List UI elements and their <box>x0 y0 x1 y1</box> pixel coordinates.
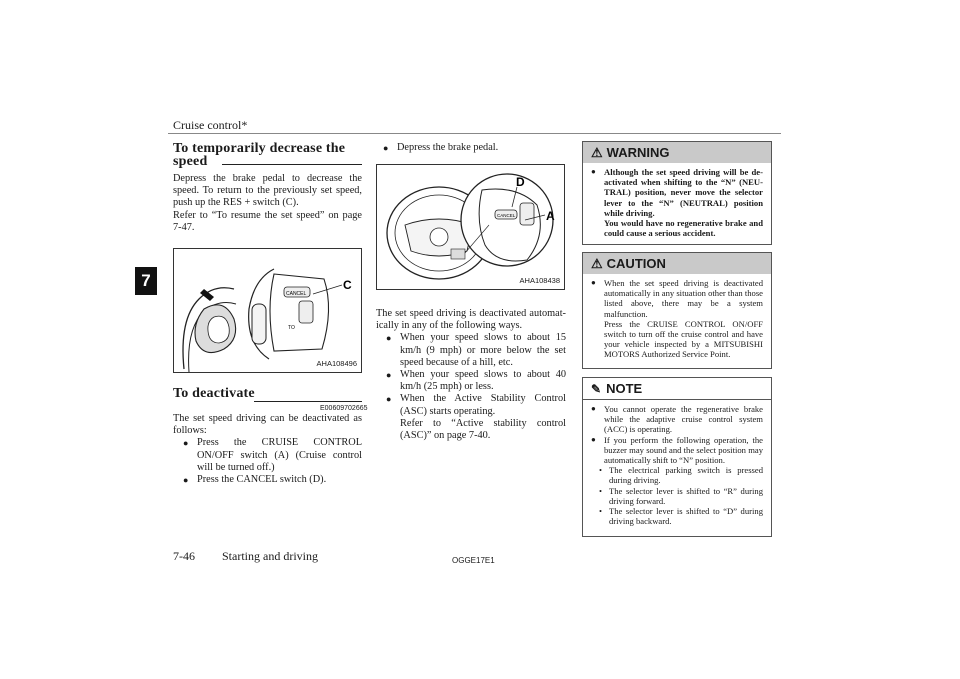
note-subitem: • The selector lever is shifted to “R” during driving forward. <box>591 486 763 506</box>
callout-c: C <box>343 278 352 292</box>
steering-switch-illustration <box>174 249 361 372</box>
figure-code: AHA108496 <box>316 359 357 368</box>
caution-item: ● When the set speed driving is deactivated automatically in any situation other than those listed above, there may be a system malfunction. <box>591 278 763 319</box>
note-item: ● If you perform the following operation, the buzzer may sound and the select position may automatically shift to “N” position. <box>591 435 763 466</box>
callout-d: D <box>516 175 525 189</box>
warning-header <box>583 142 771 163</box>
paragraph-auto-deactivate <box>376 308 566 442</box>
list-item: ● Depress the brake pedal. <box>383 142 565 154</box>
footer-code: OGGE17E1 <box>452 556 495 565</box>
caution-header <box>583 253 771 274</box>
figure-code: AHA108438 <box>519 276 560 285</box>
note-body <box>583 400 771 530</box>
warning-title: WARNING <box>606 145 670 160</box>
paragraph-text: Refer to “To resume the set speed” on page 7-47. <box>173 209 362 233</box>
list-item-ref: Refer to “Active stability control (ASC)” on page 7-40. <box>400 417 566 442</box>
warning-body <box>583 163 771 242</box>
paragraph-deactivate <box>173 413 362 486</box>
chapter-tab: 7 <box>135 267 157 295</box>
to-label: TO <box>288 325 295 331</box>
list-item: ● When your speed slows to about 40 km/h (25 mph) or less. <box>386 369 566 393</box>
warning-item: ● Although the set speed driving will be de- activated when shifting to the “N” (NEU- TRAL) position, never move the selector lever to the “N” (NEUTRAL) position while driving. <box>591 167 763 218</box>
warning-extra: You would have no regenerative brake and could cause a serious accident. <box>604 218 763 239</box>
paragraph-decrease-speed <box>173 173 362 234</box>
figure-steering-switch-c <box>173 248 362 373</box>
list-item: ● Press the CANCEL switch (D). <box>183 474 362 486</box>
section-code: E00609702665 <box>320 405 368 412</box>
caution-extra: Press the CRUISE CONTROL ON/OFF switch to turn off the cruise control and have your vehicle inspected by a MITSUBISHI MOTORS Authorized Service Point. <box>604 318 763 360</box>
caution-icon: ⚠ <box>591 255 603 271</box>
figure-steering-wheel-da <box>376 164 565 290</box>
heading-rule <box>222 164 362 165</box>
list-item: ● When the Active Stability Control (ASC) starts operating. <box>386 393 566 417</box>
paragraph-text: Depress the brake pedal to decrease the speed. To return to the previously set speed, push up the RES + switch (C). <box>173 173 362 209</box>
note-subitem: • The electrical parking switch is pressed during driving. <box>591 465 763 485</box>
section-heading-deactivate: To deactivate <box>173 386 255 401</box>
warning-icon: ⚠ <box>591 144 603 160</box>
heading-rule <box>254 401 362 402</box>
note-title: NOTE <box>606 381 643 396</box>
caution-body <box>583 274 771 364</box>
list-item: ● When your speed slows to about 15 km/h (9 mph) or more below the set speed because of a hill, etc. <box>386 332 566 369</box>
footer-section: Starting and driving <box>222 549 318 563</box>
caution-box <box>582 252 772 369</box>
note-header <box>583 378 771 400</box>
heading-line-1: To temporarily decrease the <box>173 141 346 156</box>
note-item: ● You cannot operate the regenerative brake while the adaptive cruise control system (ACC) is operating. <box>591 404 763 435</box>
callout-a: A <box>546 209 555 223</box>
column-2-top <box>373 142 565 154</box>
warning-box <box>582 141 772 245</box>
running-header: Cruise control* <box>173 118 248 132</box>
header-rule <box>168 133 781 134</box>
heading-line-2: speed <box>173 154 208 169</box>
paragraph-text: The set speed driving can be deactivated as follows: <box>173 413 362 437</box>
page-number: 7-46 <box>173 549 195 563</box>
cancel-switch-label: CANCEL <box>286 291 307 297</box>
cancel-switch-label: CANCEL <box>497 213 516 218</box>
steering-wheel-illustration <box>377 165 564 289</box>
paragraph-text: The set speed driving is deactivated automat- ically in any of the following ways. <box>376 308 566 332</box>
caution-title: CAUTION <box>606 256 666 271</box>
note-box <box>582 377 772 537</box>
note-icon: ✎ <box>591 381 602 396</box>
list-item: ● Press the CRUISE CONTROL ON/OFF switch (A) (Cruise control will be turned off.) <box>183 437 362 474</box>
note-subitem: • The selector lever is shifted to “D” during driving backward. <box>591 506 763 526</box>
